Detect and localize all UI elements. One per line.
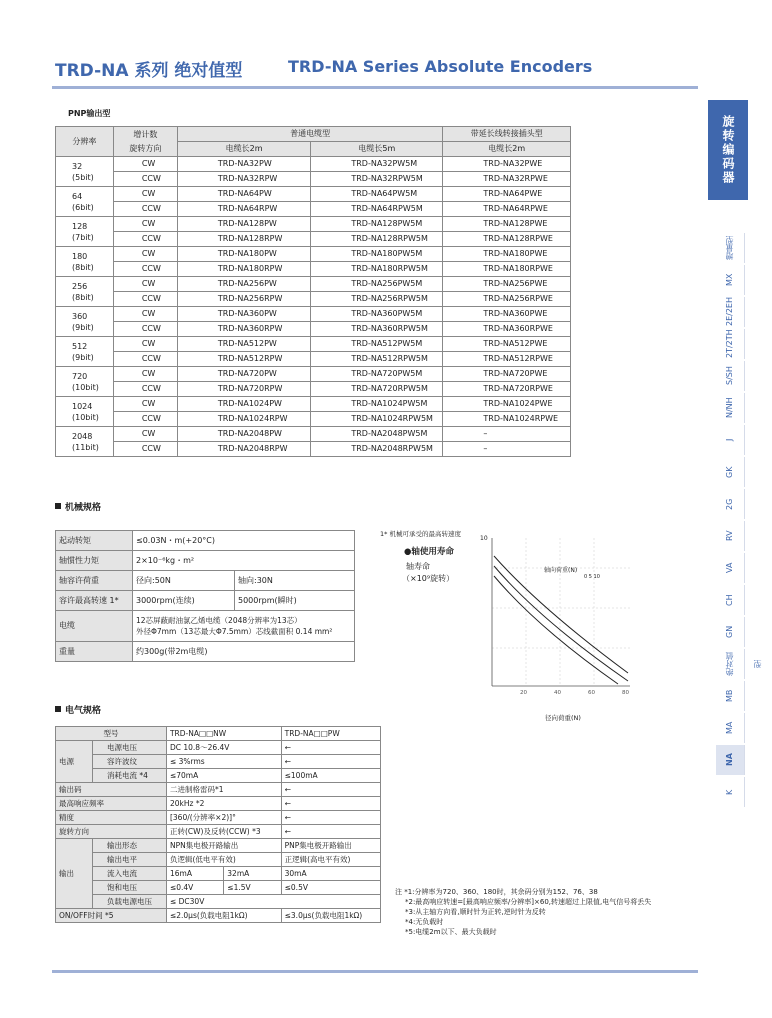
mech-value: 轴向:30N [235,571,355,591]
header-extension-cable: 带延长线转接插头型 [443,127,571,142]
curve-axial-10 [494,576,618,684]
tab-n-nh[interactable]: N/NH [716,393,745,423]
x-tick: 60 [588,690,595,696]
elec-key: 流入电流 [93,867,167,881]
model-2m-cell: TRD-NA256PW [177,277,310,292]
table-row [56,412,571,427]
model-2m-cell: TRD-NA720RPW [177,382,310,397]
resolution-cell: 1024 (10bit) [56,397,114,427]
model-2m-cell: TRD-NA32RPW [177,172,310,187]
tab-ch[interactable]: CH [716,585,745,615]
mech-value: 5000rpm(瞬时) [235,591,355,611]
mech-section-title: 机械规格 [55,500,101,513]
graph-xlabel: 径向荷重(N) [545,714,581,722]
model-5m-cell: TRD-NA32PW5M [311,157,443,172]
direction-cell: CCW [113,262,177,277]
header-resolution: 分辨率 [56,127,114,157]
tab-rv[interactable]: RV [716,521,745,551]
x-tick: 40 [554,690,561,696]
mech-key: 重量 [56,642,133,662]
pnp-label: PNP输出型 [68,109,111,118]
model-2m-cell: TRD-NA128PW [177,217,310,232]
direction-cell: CCW [113,292,177,307]
model-5m-cell: TRD-NA128RPW5M [311,232,443,247]
mech-spec-table [55,530,355,662]
model-2m-cell: TRD-NA180PW [177,247,310,262]
model-2m-cell: TRD-NA1024RPW [177,412,310,427]
elec-value: ≤ 3%rms [166,755,281,769]
elec-value: ≤3.0μs(负载电阻1kΩ) [281,909,380,923]
elec-value: ← [281,741,380,755]
model-5m-cell: TRD-NA360RPW5M [311,322,443,337]
graph-title: ●轴使用寿命 [404,547,454,557]
header-direction: 增计数 旋转方向 [113,127,177,157]
model-5m-cell: TRD-NA1024RPW5M [311,412,443,427]
elec-value: ≤ DC30V [166,895,380,909]
model-ext-cell: TRD-NA256RPWE [443,292,571,307]
model-ext-cell: TRD-NA64PWE [443,187,571,202]
elec-value: 二进制格雷码*1 [166,783,281,797]
elec-key: 负载电源电压 [93,895,167,909]
elec-value: 负逻辑(低电平有效) [166,853,281,867]
mech-value: 约300g(带2m电缆) [133,642,355,662]
model-ext-cell: TRD-NA720RPWE [443,382,571,397]
direction-cell: CCW [113,442,177,457]
elec-value: PNP集电极开路输出 [281,839,380,853]
direction-cell: CCW [113,232,177,247]
curve-label: 轴向荷重(N) [544,567,578,574]
model-5m-cell: TRD-NA2048PW5M [311,427,443,442]
tab-va[interactable]: VA [716,553,745,583]
model-5m-cell: TRD-NA2048RPW5M [311,442,443,457]
mech-key: 轴容许荷重 [56,571,133,591]
resolution-cell: 256 (8bit) [56,277,114,307]
elec-value: [360/(分辨率×2)]° [166,811,281,825]
elec-value: ≤0.5V [281,881,380,895]
elec-value: 16mA [166,867,223,881]
resolution-cell: 720 (10bit) [56,367,114,397]
tab-2e-2eh[interactable]: 2E/2EH [716,297,745,327]
model-ext-cell: TRD-NA1024RPWE [443,412,571,427]
model-5m-cell: TRD-NA180PW5M [311,247,443,262]
table-row [56,427,571,442]
model-5m-cell: TRD-NA256RPW5M [311,292,443,307]
tab-j[interactable]: J [716,425,745,455]
direction-cell: CW [113,217,177,232]
model-2m-cell: TRD-NA360PW [177,307,310,322]
model-2m-cell: TRD-NA64RPW [177,202,310,217]
elec-key: 精度 [56,811,167,825]
elec-value: ← [281,783,380,797]
tab-s-sh[interactable]: S/SH [716,361,745,391]
elec-key: 输出码 [56,783,167,797]
table-row [56,247,571,262]
elec-spec-table [55,726,381,923]
x-tick: 80 [622,690,629,696]
model-2m-cell: TRD-NA2048PW [177,427,310,442]
elec-group-power: 电源 [56,741,93,783]
mech-key: 容许最高转速 1* [56,591,133,611]
direction-cell: CW [113,427,177,442]
model-ext-cell: TRD-NA360PWE [443,307,571,322]
model-ext-cell: TRD-NA180PWE [443,247,571,262]
direction-cell: CCW [113,202,177,217]
table-row [56,307,571,322]
page-title-en: TRD-NA Series Absolute Encoders [288,57,593,76]
model-5m-cell: TRD-NA256PW5M [311,277,443,292]
elec-key: 旋转方向 [56,825,167,839]
resolution-cell: 360 (9bit) [56,307,114,337]
elec-value: ≤1.5V [224,881,281,895]
footnote: *3:从主轴方向看,顺时针为正转,逆时针为反转 [405,908,546,916]
table-row [56,157,571,172]
elec-section-title: 电气规格 [55,703,101,716]
model-2m-cell: TRD-NA2048RPW [177,442,310,457]
table-row [56,202,571,217]
tab-mx[interactable]: MX [716,265,745,295]
elec-value: ← [281,825,380,839]
model-2m-cell: TRD-NA64PW [177,187,310,202]
direction-cell: CW [113,247,177,262]
elec-value: 32mA [224,867,281,881]
model-ext-cell: TRD-NA64RPWE [443,202,571,217]
footnote: *2:最高响应转速=[最高响应频率/分辨率]×60,转速超过上限值,电气信号将丢失 [405,898,652,906]
tab-2t-2th[interactable]: 2T/2TH [716,329,745,359]
tab-2g[interactable]: 2G [716,489,745,519]
table-row [56,352,571,367]
model-ext-cell: TRD-NA128PWE [443,217,571,232]
direction-cell: CW [113,307,177,322]
mech-key: 轴惯性力矩 [56,551,133,571]
header-5m: 电缆长5m [311,142,443,157]
model-2m-cell: TRD-NA512RPW [177,352,310,367]
resolution-cell: 512 (9bit) [56,337,114,367]
elec-key: 输出电平 [93,853,167,867]
table-row [56,292,571,307]
mech-value: ≤0.03N・m(+20°C) [133,531,355,551]
resolution-cell: 180 (8bit) [56,247,114,277]
elec-key: 电源电压 [93,741,167,755]
model-2m-cell: TRD-NA1024PW [177,397,310,412]
x-tick: 20 [520,690,527,696]
tab-mb[interactable]: MB [716,681,745,711]
model-ext-cell: TRD-NA128RPWE [443,232,571,247]
elec-header-pw: TRD-NA□□PW [281,727,380,741]
graph-ylabel-1: 轴寿命 [406,562,430,571]
elec-value: ≤2.0μs(负载电阻1kΩ) [166,909,281,923]
elec-value: DC 10.8～26.4V [166,741,281,755]
footnotes [395,887,651,937]
elec-header-model: 型号 [56,727,167,741]
table-row [56,322,571,337]
direction-cell: CCW [113,352,177,367]
graph-ylabel-2: （×10⁹旋转） [402,574,455,583]
elec-value: 20kHz *2 [166,797,281,811]
model-2m-cell: TRD-NA360RPW [177,322,310,337]
header-2m: 电缆长2m [177,142,310,157]
table-row [56,187,571,202]
mech-value: 3000rpm(连续) [133,591,235,611]
model-5m-cell: TRD-NA720RPW5M [311,382,443,397]
elec-value: ← [281,755,380,769]
direction-cell: CW [113,337,177,352]
graph-y-top: 10 [480,535,488,542]
model-ext-cell: TRD-NA512PWE [443,337,571,352]
elec-value: 正转(CW)及反转(CCW) *3 [166,825,281,839]
direction-cell: CCW [113,172,177,187]
elec-value: ← [281,797,380,811]
elec-group-output: 输出 [56,839,93,909]
elec-value: 正逻辑(高电平有效) [281,853,380,867]
model-5m-cell: TRD-NA64RPW5M [311,202,443,217]
footnote: 注 *1:分辨率为720、360、180时，其余码分别为152、76、38 [395,888,598,896]
graph-grid [492,538,630,685]
table-row [56,442,571,457]
elec-header-nw: TRD-NA□□NW [166,727,281,741]
model-ext-cell: TRD-NA720PWE [443,367,571,382]
tab-na[interactable]: NA [716,745,745,775]
model-5m-cell: TRD-NA1024PW5M [311,397,443,412]
tab--[interactable]: 绝对值型 [716,649,745,679]
model-ext-cell: TRD-NA256PWE [443,277,571,292]
resolution-cell: 32 (5bit) [56,157,114,187]
direction-cell: CW [113,277,177,292]
top-divider [52,86,698,89]
tab-ma[interactable]: MA [716,713,745,743]
mech-key: 起动转矩 [56,531,133,551]
direction-cell: CCW [113,412,177,427]
header-2m-ext: 电缆长2m [443,142,571,157]
elec-key: 最高响应频率 [56,797,167,811]
table-row [56,397,571,412]
resolution-cell: 128 (7bit) [56,217,114,247]
model-ext-cell: – [443,442,571,457]
model-5m-cell: TRD-NA720PW5M [311,367,443,382]
direction-cell: CCW [113,382,177,397]
mech-key: 电缆 [56,611,133,642]
model-5m-cell: TRD-NA128PW5M [311,217,443,232]
elec-value: 30mA [281,867,380,881]
model-ext-cell: TRD-NA512RPWE [443,352,571,367]
model-5m-cell: TRD-NA512RPW5M [311,352,443,367]
elec-value: NPN集电极开路输出 [166,839,281,853]
graph-note: 1* 机械可承受的最高转速度 [380,530,461,538]
model-table [55,126,571,457]
direction-cell: CW [113,157,177,172]
tab--[interactable]: 增量型 [716,233,745,263]
tab-gk[interactable]: GK [716,457,745,487]
page-title-cn: TRD-NA 系列 绝对值型 [55,61,243,81]
elec-key: 容许波纹 [93,755,167,769]
tab-k[interactable]: K [716,777,745,807]
resolution-cell: 64 (6bit) [56,187,114,217]
table-row [56,277,571,292]
model-2m-cell: TRD-NA512PW [177,337,310,352]
table-row [56,262,571,277]
elec-value: ≤70mA [166,769,281,783]
table-row [56,232,571,247]
elec-key: 饱和电压 [93,881,167,895]
table-row [56,172,571,187]
elec-value: ≤100mA [281,769,380,783]
table-row [56,217,571,232]
model-5m-cell: TRD-NA512PW5M [311,337,443,352]
model-ext-cell: TRD-NA360RPWE [443,322,571,337]
mech-value: 径向:50N [133,571,235,591]
model-2m-cell: TRD-NA180RPW [177,262,310,277]
curve-axial-5 [494,566,628,681]
tab-gn[interactable]: GN [716,617,745,647]
model-5m-cell: TRD-NA64PW5M [311,187,443,202]
model-5m-cell: TRD-NA180RPW5M [311,262,443,277]
model-ext-cell: TRD-NA32PWE [443,157,571,172]
model-2m-cell: TRD-NA256RPW [177,292,310,307]
table-row [56,337,571,352]
direction-cell: CW [113,397,177,412]
direction-cell: CW [113,367,177,382]
direction-cell: CCW [113,322,177,337]
table-row [56,382,571,397]
bottom-divider [52,970,698,973]
model-ext-cell: TRD-NA1024PWE [443,397,571,412]
model-2m-cell: TRD-NA720PW [177,367,310,382]
resolution-cell: 2048 (11bit) [56,427,114,457]
model-2m-cell: TRD-NA32PW [177,157,310,172]
footnote: *5:电缆2m以下、最大负载时 [405,928,497,936]
elec-value: ≤0.4V [166,881,223,895]
header-normal-cable: 普通电缆型 [177,127,443,142]
model-ext-cell: TRD-NA180RPWE [443,262,571,277]
elec-key: 输出形态 [93,839,167,853]
mech-value: 12芯屏蔽耐油氯乙烯电缆（2048分辨率为13芯） 外径Φ7mm（13芯最大Φ7.5mm）芯线截面积 0.14 mm² [133,611,355,642]
table-row [56,367,571,382]
elec-key: ON/OFF时间 *5 [56,909,167,923]
elec-key: 消耗电流 *4 [93,769,167,783]
footnote: *4:无负载时 [405,918,444,926]
elec-value: ← [281,811,380,825]
model-5m-cell: TRD-NA32RPW5M [311,172,443,187]
shaft-life-graph [380,528,735,728]
model-ext-cell: – [443,427,571,442]
model-2m-cell: TRD-NA128RPW [177,232,310,247]
direction-cell: CW [113,187,177,202]
mech-value: 2×10⁻⁶kg・m² [133,551,355,571]
curve-values: 0 5 10 [584,574,600,580]
model-ext-cell: TRD-NA32RPWE [443,172,571,187]
model-5m-cell: TRD-NA360PW5M [311,307,443,322]
tab-rotary-encoder[interactable]: 旋转编码器 [708,100,748,200]
